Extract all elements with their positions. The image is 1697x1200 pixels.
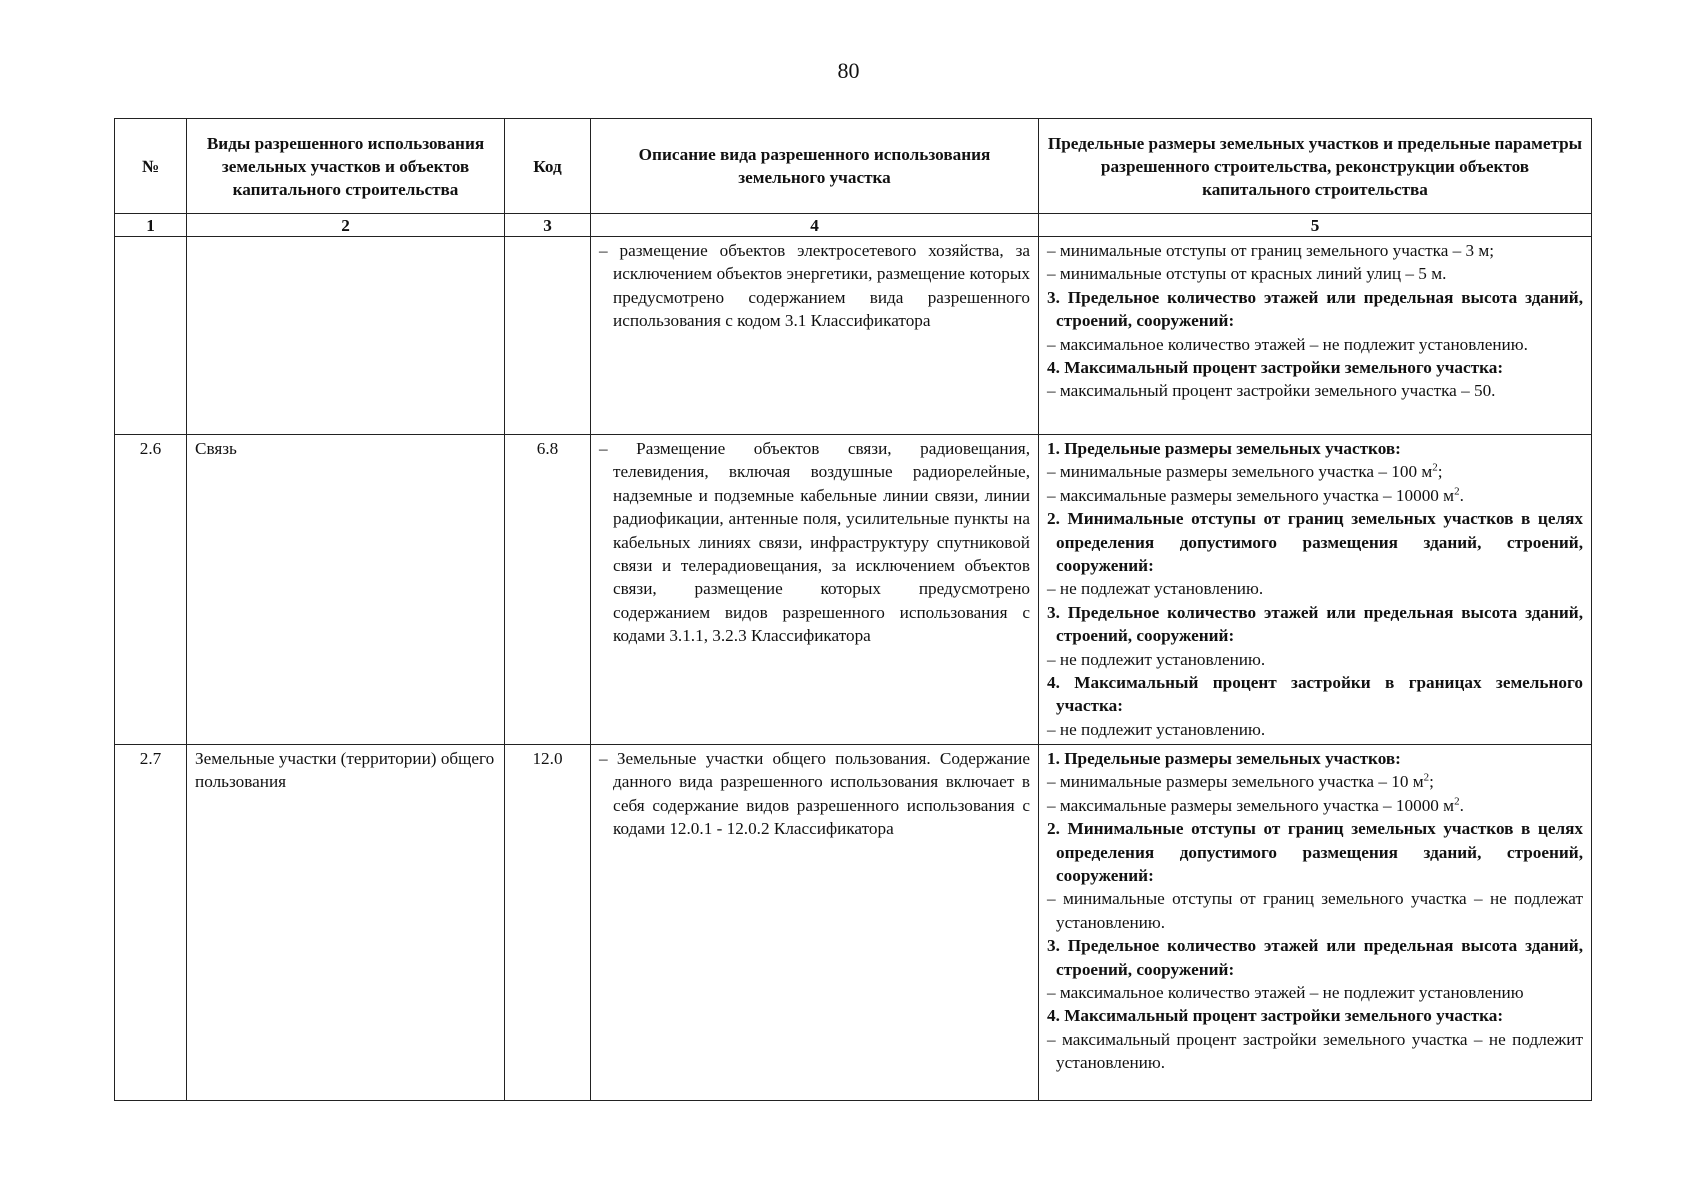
header-use-types: Виды разрешенного использования земельных участков и объектов капитального строительства bbox=[187, 119, 505, 214]
column-number: 5 bbox=[1039, 214, 1592, 237]
superscript: 2 bbox=[1454, 485, 1460, 498]
column-number: 3 bbox=[505, 214, 591, 237]
row-description bbox=[591, 435, 1039, 745]
land-use-table bbox=[114, 118, 1592, 1101]
param-item: – минимальные отступы от границ земельного участка – 3 м; bbox=[1047, 241, 1495, 260]
row-description bbox=[591, 237, 1039, 435]
param-item: – минимальные отступы от границ земельного участка – не подлежат установлению. bbox=[1047, 889, 1583, 932]
param-item bbox=[1047, 484, 1583, 507]
param-heading: 2. Минимальные отступы от границ земельных участков в целях определения допустимого размещения зданий, строений, сооружений: bbox=[1047, 819, 1583, 886]
header-description: Описание вида разрешенного использования земельного участка bbox=[591, 119, 1039, 214]
row-parameters bbox=[1039, 237, 1592, 435]
param-heading: 4. Максимальный процент застройки земельного участка: bbox=[1047, 358, 1504, 378]
row-code bbox=[505, 237, 591, 435]
param-punct: ; bbox=[1429, 772, 1434, 792]
row-number: 2.7 bbox=[115, 745, 187, 1101]
param-item: – максимальный процент застройки земельного участка – 50. bbox=[1047, 381, 1496, 401]
column-number: 4 bbox=[591, 214, 1039, 237]
param-item: – максимальное количество этажей – не подлежит установлению. bbox=[1047, 334, 1528, 354]
row-code: 6.8 bbox=[505, 435, 591, 745]
param-item bbox=[1047, 794, 1583, 817]
param-item: – не подлежит установлению. bbox=[1047, 649, 1266, 669]
table-row bbox=[115, 237, 1592, 435]
param-item: – не подлежат установлению. bbox=[1047, 579, 1264, 599]
param-item: – не подлежит установлению. bbox=[1047, 719, 1266, 739]
row-use-type: Земельные участки (территории) общего пользования bbox=[187, 745, 505, 1101]
description-item: – Земельные участки общего пользования. Содержание данного вида разрешенного использования включает в себя содержание видов разрешенного использования с кодами 12.0.1 - 12.0.2 Классификатора bbox=[599, 749, 1030, 839]
param-punct: . bbox=[1459, 795, 1464, 815]
superscript: 2 bbox=[1454, 795, 1460, 808]
param-heading: 3. Предельное количество этажей или предельная высота зданий, строений, сооружений: bbox=[1047, 936, 1583, 979]
param-heading: 4. Максимальный процент застройки в границах земельного участка: bbox=[1047, 673, 1583, 716]
table-row bbox=[115, 435, 1592, 745]
param-punct: ; bbox=[1437, 462, 1443, 482]
param-item: – минимальные отступы от красных линий улиц – 5 м. bbox=[1047, 264, 1447, 284]
row-description bbox=[591, 745, 1039, 1101]
header-row bbox=[115, 119, 1592, 214]
param-item: – максимальное количество этажей – не подлежит установлению bbox=[1047, 983, 1524, 1003]
param-item bbox=[1047, 770, 1583, 793]
header-parameters: Предельные размеры земельных участков и предельные параметры разрешенного строительства, реконструкции объектов капитального строительства bbox=[1039, 119, 1592, 214]
param-heading: 1. Предельные размеры земельных участков: bbox=[1047, 439, 1401, 458]
param-item bbox=[1047, 460, 1583, 483]
superscript: 2 bbox=[1432, 461, 1438, 474]
row-number bbox=[115, 237, 187, 435]
param-punct: . bbox=[1459, 485, 1464, 505]
column-number-row bbox=[115, 214, 1592, 237]
param-text: – максимальные размеры земельного участка – 10000 м bbox=[1047, 485, 1455, 505]
param-heading: 3. Предельное количество этажей или предельная высота зданий, строений, сооружений: bbox=[1047, 602, 1583, 646]
param-text: – минимальные размеры земельного участка – 100 м bbox=[1047, 462, 1433, 482]
description-item: – Размещение объектов связи, радиовещания, телевидения, включая воздушные радиорелейные, надземные и подземные кабельные линии связи, линии радиофикации, антенные поля, усилительные пункты на кабельных линиях связи, инфраструктуру спутниковой связи и телерадиовещания, за исключением объектов связи, размещение которых предусмотрено содержанием видов разрешенного использования с кодами 3.1.1, 3.2.3 Классификатора bbox=[599, 439, 1030, 646]
description-item: – размещение объектов электросетевого хозяйства, за исключением объектов энергетики, размещение которых предусмотрено содержанием вида разрешенного использования с кодом 3.1 Классификатора bbox=[599, 241, 1030, 331]
param-heading: 1. Предельные размеры земельных участков: bbox=[1047, 749, 1401, 768]
row-use-type: Связь bbox=[187, 435, 505, 745]
param-text: – максимальные размеры земельного участка – 10000 м bbox=[1047, 795, 1455, 815]
row-number: 2.6 bbox=[115, 435, 187, 745]
param-heading: 3. Предельное количество этажей или предельная высота зданий, строений, сооружений: bbox=[1047, 287, 1583, 331]
row-parameters bbox=[1039, 435, 1592, 745]
page-number: 80 bbox=[837, 58, 860, 83]
row-parameters bbox=[1039, 745, 1592, 1101]
param-item: – максимальный процент застройки земельного участка – не подлежит установлению. bbox=[1047, 1029, 1583, 1073]
header-number: № bbox=[115, 119, 187, 214]
row-use-type bbox=[187, 237, 505, 435]
param-heading: 4. Максимальный процент застройки земельного участка: bbox=[1047, 1006, 1504, 1026]
header-code: Код bbox=[505, 119, 591, 214]
superscript: 2 bbox=[1423, 771, 1430, 784]
row-code: 12.0 bbox=[505, 745, 591, 1101]
param-heading: 2. Минимальные отступы от границ земельных участков в целях определения допустимого размещения зданий, строений, сооружений: bbox=[1047, 509, 1583, 576]
column-number: 2 bbox=[187, 214, 505, 237]
column-number: 1 bbox=[115, 214, 187, 237]
table-row bbox=[115, 745, 1592, 1101]
param-text: – минимальные размеры земельного участка – 10 м bbox=[1047, 772, 1424, 792]
